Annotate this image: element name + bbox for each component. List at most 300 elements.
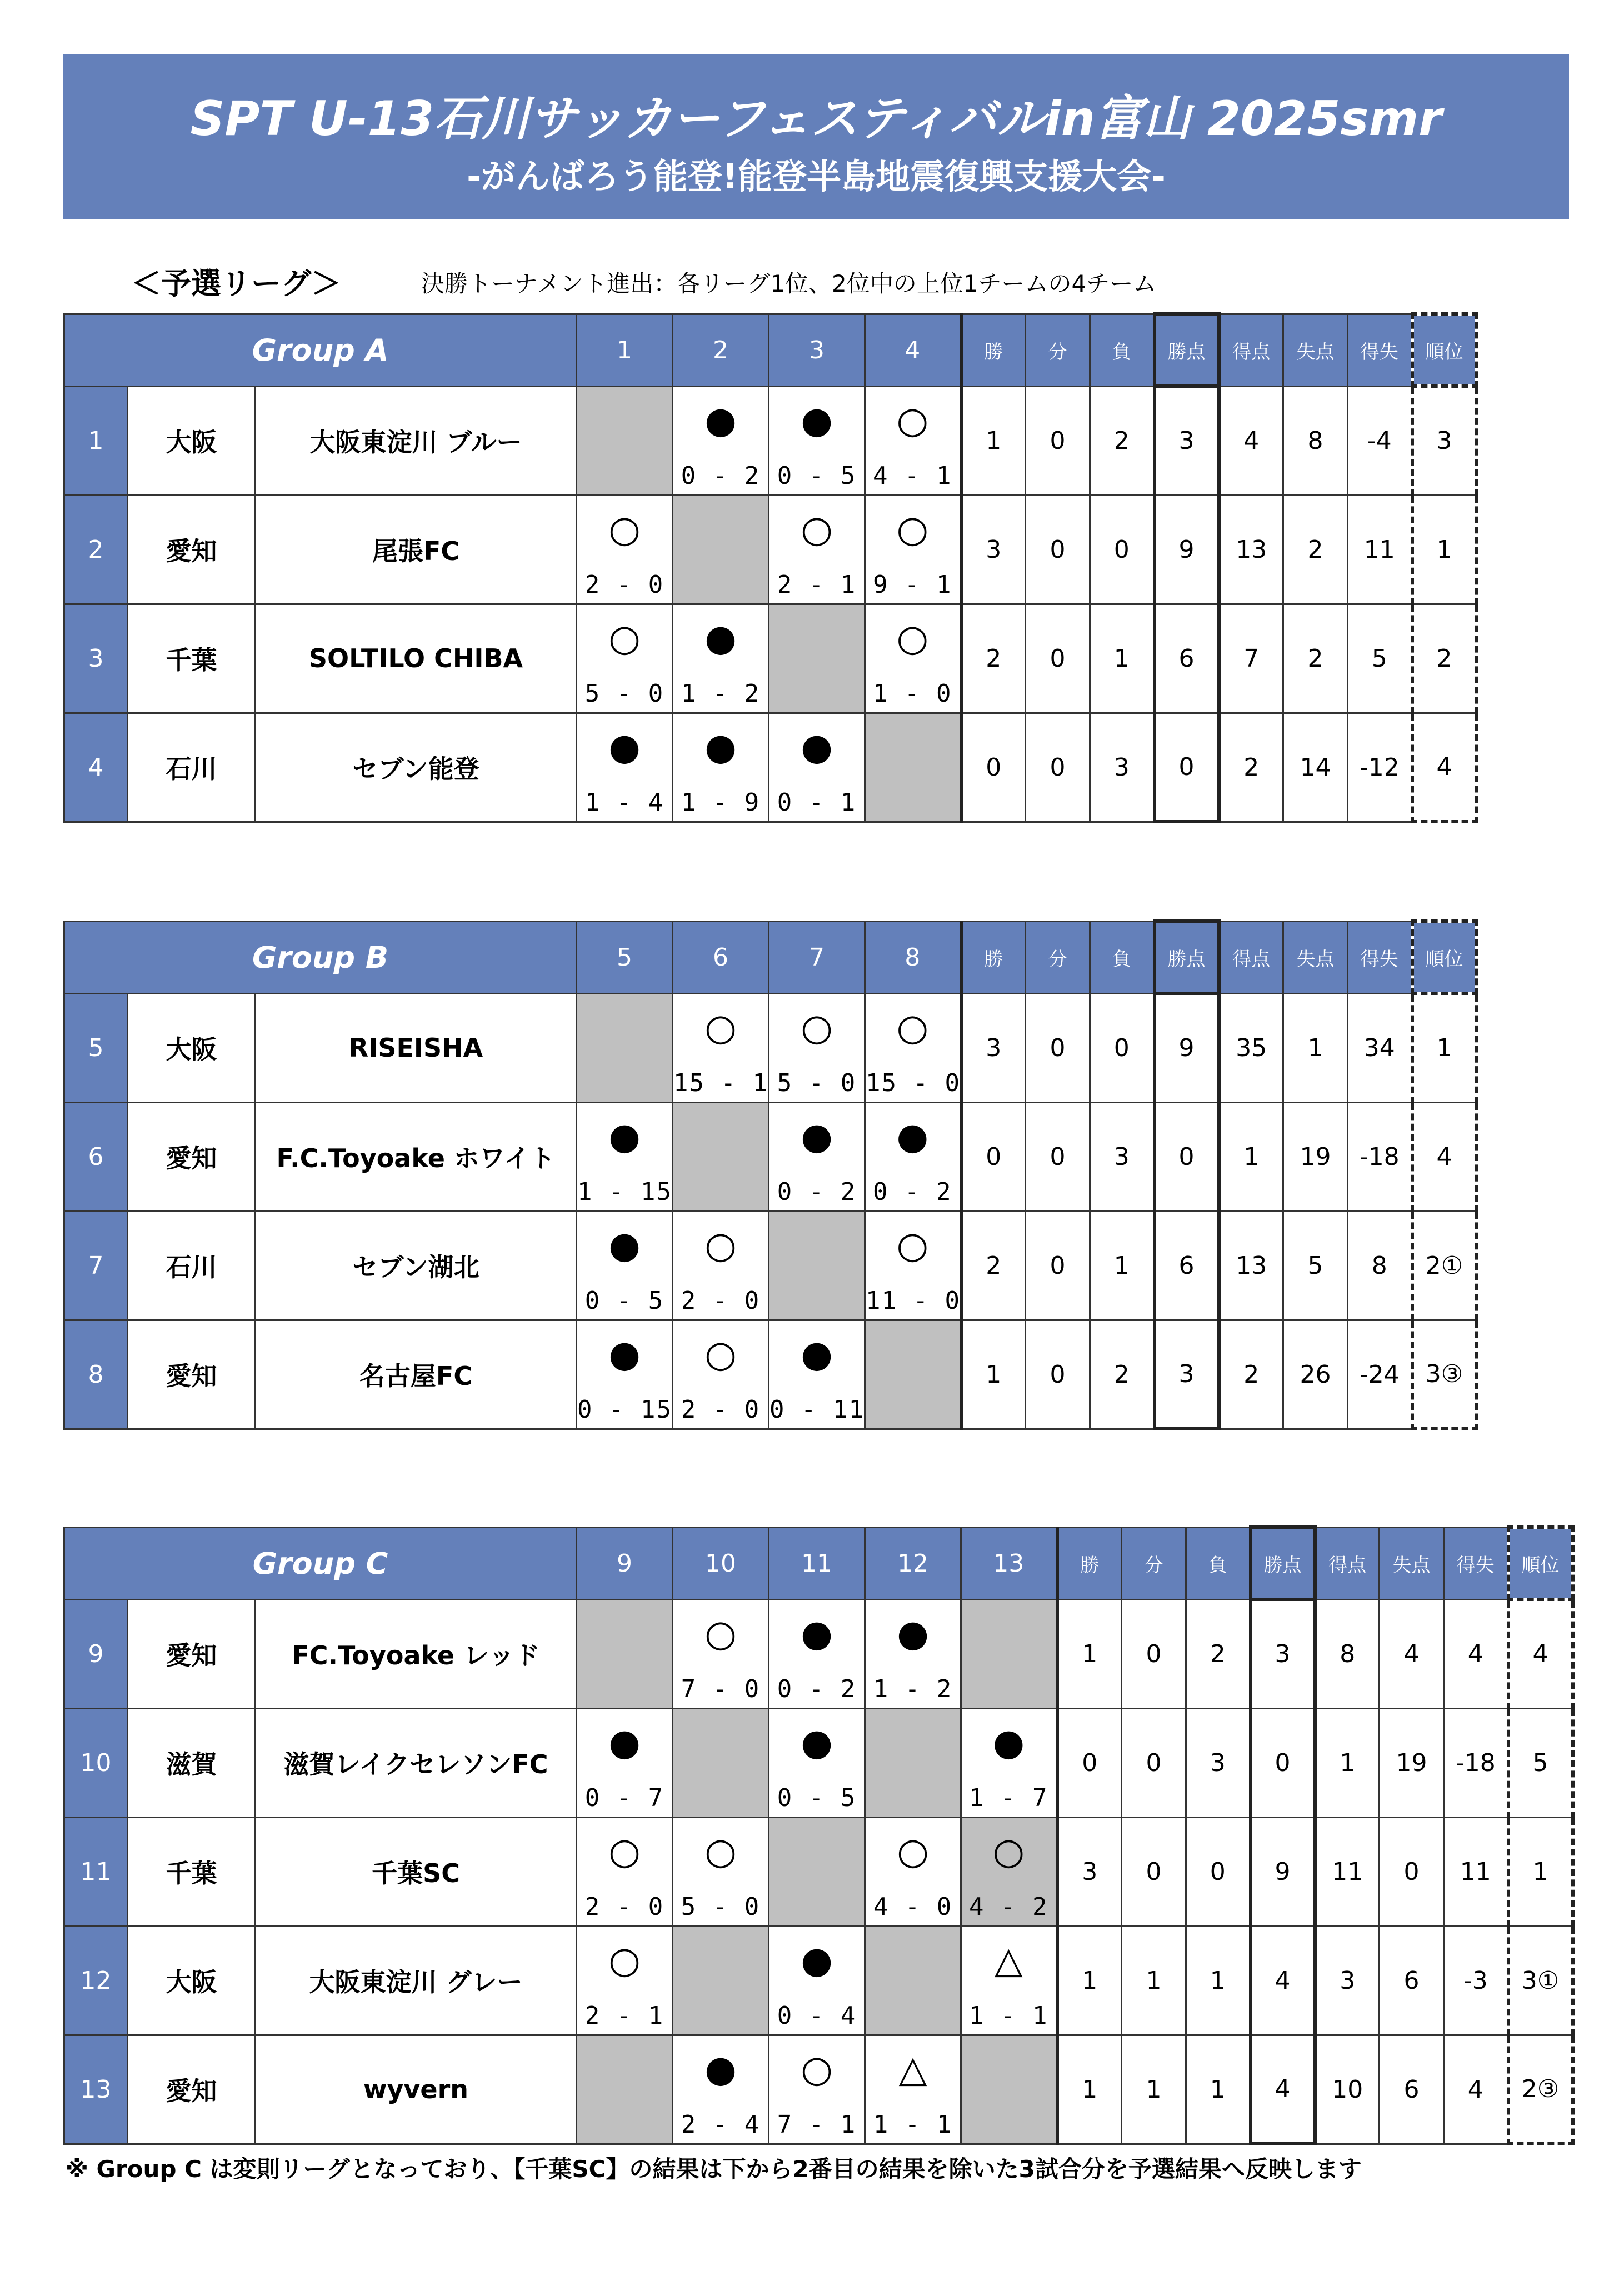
wins: 0 <box>961 1102 1026 1211</box>
loss-mark: ● <box>704 398 737 442</box>
prefecture: 大阪 <box>128 993 256 1102</box>
match-score: 4 - 1 <box>873 461 952 490</box>
points: 0 <box>1155 713 1219 822</box>
goals-for: 35 <box>1219 993 1283 1102</box>
stat-header: 負 <box>1090 314 1155 386</box>
goal-diff: -12 <box>1348 713 1412 822</box>
stat-header: 順位 <box>1508 1527 1573 1599</box>
team-name: 大阪東淀川 ブルー <box>256 386 577 495</box>
losses: 3 <box>1186 1708 1251 1817</box>
stat-header: 得点 <box>1315 1527 1380 1599</box>
stat-header: 分 <box>1122 1527 1186 1599</box>
loss-mark: ● <box>897 1612 929 1655</box>
wins: 1 <box>1057 1926 1122 2035</box>
loss-mark: ● <box>608 1223 641 1267</box>
points: 3 <box>1155 1320 1219 1429</box>
team-name: 滋賀レイクセレソンFC <box>256 1708 577 1817</box>
rank: 5 <box>1508 1708 1573 1817</box>
goal-diff: 8 <box>1348 1211 1412 1320</box>
losses: 0 <box>1186 1817 1251 1926</box>
goals-for: 13 <box>1219 1211 1283 1320</box>
group-name: Group C <box>64 1527 577 1599</box>
wins: 1 <box>1057 2035 1122 2144</box>
goals-against: 0 <box>1380 1817 1444 1926</box>
goals-against: 5 <box>1283 1211 1348 1320</box>
match-score: 0 - 4 <box>777 2001 857 2030</box>
match-cell <box>769 1708 865 1817</box>
match-score: 2 - 0 <box>681 1395 761 1424</box>
losses: 2 <box>1090 1320 1155 1429</box>
goal-diff: -18 <box>1348 1102 1412 1211</box>
loss-mark: ● <box>801 1720 833 1764</box>
match-cell <box>865 604 961 713</box>
losses: 1 <box>1090 1211 1155 1320</box>
goal-diff: 11 <box>1348 495 1412 604</box>
win-mark: ○ <box>897 1829 929 1873</box>
match-score: 1 - 2 <box>681 679 761 708</box>
prefecture: 愛知 <box>128 1599 256 1708</box>
wins: 3 <box>961 495 1026 604</box>
team-name: F.C.Toyoake ホワイト <box>256 1102 577 1211</box>
wins: 3 <box>1057 1817 1122 1926</box>
opponent-col-header: 1 <box>577 314 673 386</box>
match-cell <box>673 495 769 604</box>
match-cell <box>577 495 673 604</box>
goals-for: 8 <box>1315 1599 1380 1708</box>
draws: 0 <box>1122 1599 1186 1708</box>
match-cell <box>577 386 673 495</box>
draws: 0 <box>1026 713 1090 822</box>
losses: 0 <box>1090 495 1155 604</box>
goals-against: 4 <box>1380 1599 1444 1708</box>
match-cell <box>673 1211 769 1320</box>
goals-for: 7 <box>1219 604 1283 713</box>
win-mark: ○ <box>704 1223 737 1267</box>
group-name: Group A <box>64 314 577 386</box>
opponent-col-header: 12 <box>865 1527 961 1599</box>
win-mark: ○ <box>896 1223 929 1267</box>
goal-diff: -4 <box>1348 386 1412 495</box>
stat-header: 得点 <box>1219 314 1283 386</box>
rank: 1 <box>1508 1817 1573 1926</box>
group-name: Group B <box>64 921 577 993</box>
match-score: 0 - 7 <box>584 1783 664 1812</box>
match-score: 7 - 1 <box>777 2110 857 2139</box>
match-score: 4 - 2 <box>969 1892 1048 1921</box>
prefecture: 千葉 <box>128 1817 256 1926</box>
match-cell <box>673 993 769 1102</box>
title-banner <box>63 54 1569 219</box>
match-score: 2 - 1 <box>777 570 857 599</box>
match-cell <box>865 1926 961 2035</box>
team-name: FC.Toyoake レッド <box>256 1599 577 1708</box>
draws: 0 <box>1026 1211 1090 1320</box>
match-score: 1 - 1 <box>969 2001 1048 2030</box>
rank: 4 <box>1412 713 1477 822</box>
stat-header: 勝点 <box>1155 314 1219 386</box>
table-row <box>64 1599 1573 1708</box>
group-table-group-b <box>63 919 1478 1430</box>
match-cell <box>769 1926 865 2035</box>
win-mark: ○ <box>801 2047 833 2090</box>
match-cell <box>577 604 673 713</box>
opponent-col-header: 8 <box>865 921 961 993</box>
points: 0 <box>1251 1708 1315 1817</box>
stat-header: 順位 <box>1412 314 1477 386</box>
match-score: 0 - 5 <box>584 1286 664 1315</box>
team-number: 4 <box>64 713 128 822</box>
goals-for: 3 <box>1315 1926 1380 2035</box>
team-number: 12 <box>64 1926 128 2035</box>
team-name: セブン能登 <box>256 713 577 822</box>
losses: 3 <box>1090 1102 1155 1211</box>
rank: 4 <box>1412 1102 1477 1211</box>
stat-header: 失点 <box>1283 314 1348 386</box>
points: 3 <box>1251 1599 1315 1708</box>
goals-against: 14 <box>1283 713 1348 822</box>
team-number: 6 <box>64 1102 128 1211</box>
opponent-col-header: 5 <box>577 921 673 993</box>
draws: 1 <box>1122 2035 1186 2144</box>
match-cell <box>673 1102 769 1211</box>
draws: 0 <box>1026 993 1090 1102</box>
win-mark: ○ <box>896 507 929 551</box>
advance-note: 決勝トーナメント進出：各リーグ1位、2位中の上位1チームの4チーム <box>421 270 1157 297</box>
table-row <box>64 713 1477 822</box>
goals-against: 19 <box>1283 1102 1348 1211</box>
team-number: 13 <box>64 2035 128 2144</box>
win-mark: ○ <box>608 507 641 551</box>
goal-diff: 5 <box>1348 604 1412 713</box>
rank: 3 <box>1412 386 1477 495</box>
table-row <box>64 604 1477 713</box>
points: 6 <box>1155 1211 1219 1320</box>
win-mark: ○ <box>704 1332 737 1375</box>
win-mark: ○ <box>801 507 833 551</box>
loss-mark: ● <box>801 725 833 768</box>
stat-header: 勝 <box>961 921 1026 993</box>
match-score: 9 - 1 <box>873 570 952 599</box>
losses: 0 <box>1090 993 1155 1102</box>
goals-against: 2 <box>1283 604 1348 713</box>
goals-against: 2 <box>1283 495 1348 604</box>
losses: 2 <box>1090 386 1155 495</box>
match-score: 0 - 2 <box>777 1177 857 1206</box>
rank: 1 <box>1412 993 1477 1102</box>
goal-diff: 34 <box>1348 993 1412 1102</box>
points: 9 <box>1155 495 1219 604</box>
match-cell <box>577 993 673 1102</box>
match-cell <box>769 495 865 604</box>
goals-against: 8 <box>1283 386 1348 495</box>
stat-header: 勝 <box>961 314 1026 386</box>
match-cell <box>673 386 769 495</box>
loss-mark: ● <box>704 616 737 659</box>
opponent-col-header: 11 <box>769 1527 865 1599</box>
opponent-col-header: 2 <box>673 314 769 386</box>
loss-mark: ● <box>801 1938 833 1982</box>
match-cell <box>865 1817 961 1926</box>
match-score: 1 - 15 <box>577 1177 672 1206</box>
tournament-title: SPT U-13石川サッカーフェスティバルin富山 2025smr <box>190 91 1442 147</box>
rank: 2 <box>1412 604 1477 713</box>
table-row <box>64 1708 1573 1817</box>
match-score: 5 - 0 <box>584 679 664 708</box>
points: 0 <box>1155 1102 1219 1211</box>
goals-against: 6 <box>1380 2035 1444 2144</box>
match-score: 1 - 2 <box>873 1674 953 1703</box>
match-score: 0 - 11 <box>769 1395 865 1424</box>
match-score: 2 - 0 <box>584 570 664 599</box>
match-cell <box>865 1708 961 1817</box>
rank: 2③ <box>1508 2035 1573 2144</box>
win-mark: ○ <box>992 1829 1025 1873</box>
stat-header: 順位 <box>1412 921 1477 993</box>
points: 9 <box>1251 1817 1315 1926</box>
points: 9 <box>1155 993 1219 1102</box>
rank: 3③ <box>1412 1320 1477 1429</box>
goal-diff: 11 <box>1444 1817 1508 1926</box>
match-score: 2 - 1 <box>584 2001 664 2030</box>
points: 6 <box>1155 604 1219 713</box>
prefecture: 滋賀 <box>128 1708 256 1817</box>
opponent-col-header: 7 <box>769 921 865 993</box>
losses: 1 <box>1186 2035 1251 2144</box>
group-table-group-c <box>63 1525 1575 2145</box>
match-cell <box>577 1102 673 1211</box>
match-cell <box>769 604 865 713</box>
goals-against: 6 <box>1380 1926 1444 2035</box>
loss-mark: ● <box>608 725 641 768</box>
loss-mark: ● <box>801 1114 833 1158</box>
wins: 0 <box>961 713 1026 822</box>
match-cell <box>769 386 865 495</box>
match-cell <box>769 1211 865 1320</box>
opponent-col-header: 9 <box>577 1527 673 1599</box>
opponent-col-header: 10 <box>673 1527 769 1599</box>
win-mark: ○ <box>896 616 929 659</box>
team-name: セブン湖北 <box>256 1211 577 1320</box>
match-cell <box>673 1320 769 1429</box>
draws: 0 <box>1026 1320 1090 1429</box>
win-mark: ○ <box>704 1829 737 1873</box>
match-cell <box>961 2035 1057 2144</box>
draws: 0 <box>1026 604 1090 713</box>
match-cell <box>865 993 961 1102</box>
match-cell <box>577 1599 673 1708</box>
win-mark: ○ <box>608 616 641 659</box>
goals-for: 1 <box>1315 1708 1380 1817</box>
match-score: 0 - 2 <box>873 1177 952 1206</box>
prefecture: 石川 <box>128 1211 256 1320</box>
prefecture: 愛知 <box>128 1320 256 1429</box>
wins: 1 <box>961 1320 1026 1429</box>
match-score: 0 - 1 <box>777 788 857 817</box>
wins: 2 <box>961 1211 1026 1320</box>
wins: 2 <box>961 604 1026 713</box>
match-cell <box>577 1320 673 1429</box>
goal-diff: -24 <box>1348 1320 1412 1429</box>
match-cell <box>577 1817 673 1926</box>
match-score: 1 - 7 <box>969 1783 1048 1812</box>
prefecture: 千葉 <box>128 604 256 713</box>
match-score: 5 - 0 <box>681 1892 761 1921</box>
match-score: 2 - 0 <box>681 1286 761 1315</box>
match-cell <box>673 1817 769 1926</box>
goals-for: 13 <box>1219 495 1283 604</box>
wins: 0 <box>1057 1708 1122 1817</box>
match-score: 1 - 4 <box>584 788 664 817</box>
team-name: SOLTILO CHIBA <box>256 604 577 713</box>
match-score: 11 - 0 <box>866 1286 961 1315</box>
match-cell <box>961 1708 1057 1817</box>
match-cell <box>961 1817 1057 1926</box>
stat-header: 負 <box>1186 1527 1251 1599</box>
stat-header: 分 <box>1026 921 1090 993</box>
wins: 1 <box>1057 1599 1122 1708</box>
points: 4 <box>1251 2035 1315 2144</box>
stat-header: 得失 <box>1348 314 1412 386</box>
opponent-col-header: 4 <box>865 314 961 386</box>
win-mark: ○ <box>608 1829 641 1873</box>
team-name: 大阪東淀川 グレー <box>256 1926 577 2035</box>
match-score: 1 - 1 <box>873 2110 953 2139</box>
losses: 1 <box>1186 1926 1251 2035</box>
team-name: RISEISHA <box>256 993 577 1102</box>
match-cell <box>961 1599 1057 1708</box>
group-table-group-a <box>63 312 1478 823</box>
win-mark: ○ <box>896 398 929 442</box>
match-cell <box>769 713 865 822</box>
footnote: ※ Group C は変則リーグとなっており、【千葉SC】の結果は下から2番目の結果を除いた3試合分を予選結果へ反映します <box>66 2155 1362 2183</box>
win-mark: ○ <box>896 1006 929 1049</box>
stat-header: 勝 <box>1057 1527 1122 1599</box>
section-heading: ＜予選リーグ＞ <box>131 266 341 301</box>
prefecture: 愛知 <box>128 2035 256 2144</box>
loss-mark: ● <box>608 1114 641 1158</box>
draws: 0 <box>1026 495 1090 604</box>
goal-diff: -18 <box>1444 1708 1508 1817</box>
match-cell <box>673 713 769 822</box>
match-cell <box>673 1599 769 1708</box>
match-cell <box>865 386 961 495</box>
win-mark: ○ <box>801 1006 833 1049</box>
table-row <box>64 495 1477 604</box>
match-cell <box>577 2035 673 2144</box>
match-score: 0 - 15 <box>577 1395 672 1424</box>
losses: 2 <box>1186 1599 1251 1708</box>
draw-mark: △ <box>898 2047 927 2090</box>
team-name: 尾張FC <box>256 495 577 604</box>
team-name: 千葉SC <box>256 1817 577 1926</box>
table-row <box>64 2035 1573 2144</box>
match-cell <box>865 713 961 822</box>
goals-for: 11 <box>1315 1817 1380 1926</box>
match-cell <box>769 1102 865 1211</box>
match-cell <box>769 1817 865 1926</box>
opponent-col-header: 6 <box>673 921 769 993</box>
stat-header: 分 <box>1026 314 1090 386</box>
table-row <box>64 1320 1477 1429</box>
team-number: 10 <box>64 1708 128 1817</box>
table-row <box>64 1817 1573 1926</box>
win-mark: ○ <box>704 1006 737 1049</box>
goals-against: 1 <box>1283 993 1348 1102</box>
stat-header: 失点 <box>1283 921 1348 993</box>
prefecture: 石川 <box>128 713 256 822</box>
opponent-col-header: 13 <box>961 1527 1057 1599</box>
team-number: 7 <box>64 1211 128 1320</box>
goals-against: 26 <box>1283 1320 1348 1429</box>
match-cell <box>577 1926 673 2035</box>
table-row <box>64 386 1477 495</box>
match-score: 1 - 0 <box>873 679 952 708</box>
match-cell <box>769 2035 865 2144</box>
table-row <box>64 1211 1477 1320</box>
draws: 1 <box>1122 1926 1186 2035</box>
table-row <box>64 1926 1573 2035</box>
match-score: 5 - 0 <box>777 1068 857 1097</box>
match-cell <box>577 1211 673 1320</box>
stat-header: 勝点 <box>1251 1527 1315 1599</box>
loss-mark: ● <box>992 1720 1025 1764</box>
match-score: 0 - 5 <box>777 1783 857 1812</box>
loss-mark: ● <box>704 725 737 768</box>
win-mark: ○ <box>608 1938 641 1982</box>
wins: 3 <box>961 993 1026 1102</box>
tournament-subtitle: -がんばろう能登!能登半島地震復興支援大会- <box>467 156 1166 197</box>
match-score: 15 - 0 <box>866 1068 961 1097</box>
loss-mark: ● <box>801 398 833 442</box>
table-row <box>64 993 1477 1102</box>
loss-mark: ● <box>704 2047 737 2090</box>
team-number: 3 <box>64 604 128 713</box>
stat-header: 得点 <box>1219 921 1283 993</box>
match-cell <box>865 1599 961 1708</box>
team-number: 9 <box>64 1599 128 1708</box>
losses: 1 <box>1090 604 1155 713</box>
match-score: 15 - 1 <box>673 1068 768 1097</box>
goal-diff: 4 <box>1444 1599 1508 1708</box>
rank: 2① <box>1412 1211 1477 1320</box>
match-score: 2 - 4 <box>681 2110 761 2139</box>
loss-mark: ● <box>896 1114 929 1158</box>
team-name: 名古屋FC <box>256 1320 577 1429</box>
rank: 4 <box>1508 1599 1573 1708</box>
prefecture: 大阪 <box>128 1926 256 2035</box>
match-score: 0 - 5 <box>777 461 857 490</box>
goals-for: 1 <box>1219 1102 1283 1211</box>
prefecture: 愛知 <box>128 1102 256 1211</box>
match-cell <box>673 1926 769 2035</box>
goals-for: 2 <box>1219 1320 1283 1429</box>
draws: 0 <box>1026 386 1090 495</box>
opponent-col-header: 3 <box>769 314 865 386</box>
team-number: 1 <box>64 386 128 495</box>
match-score: 7 - 0 <box>681 1674 761 1703</box>
match-cell <box>865 1211 961 1320</box>
match-cell <box>577 713 673 822</box>
table-row <box>64 1102 1477 1211</box>
prefecture: 大阪 <box>128 386 256 495</box>
match-cell <box>961 1926 1057 2035</box>
goals-for: 10 <box>1315 2035 1380 2144</box>
match-cell <box>673 604 769 713</box>
match-score: 2 - 0 <box>584 1892 664 1921</box>
win-mark: ○ <box>704 1612 737 1655</box>
draws: 0 <box>1122 1708 1186 1817</box>
rank: 1 <box>1412 495 1477 604</box>
